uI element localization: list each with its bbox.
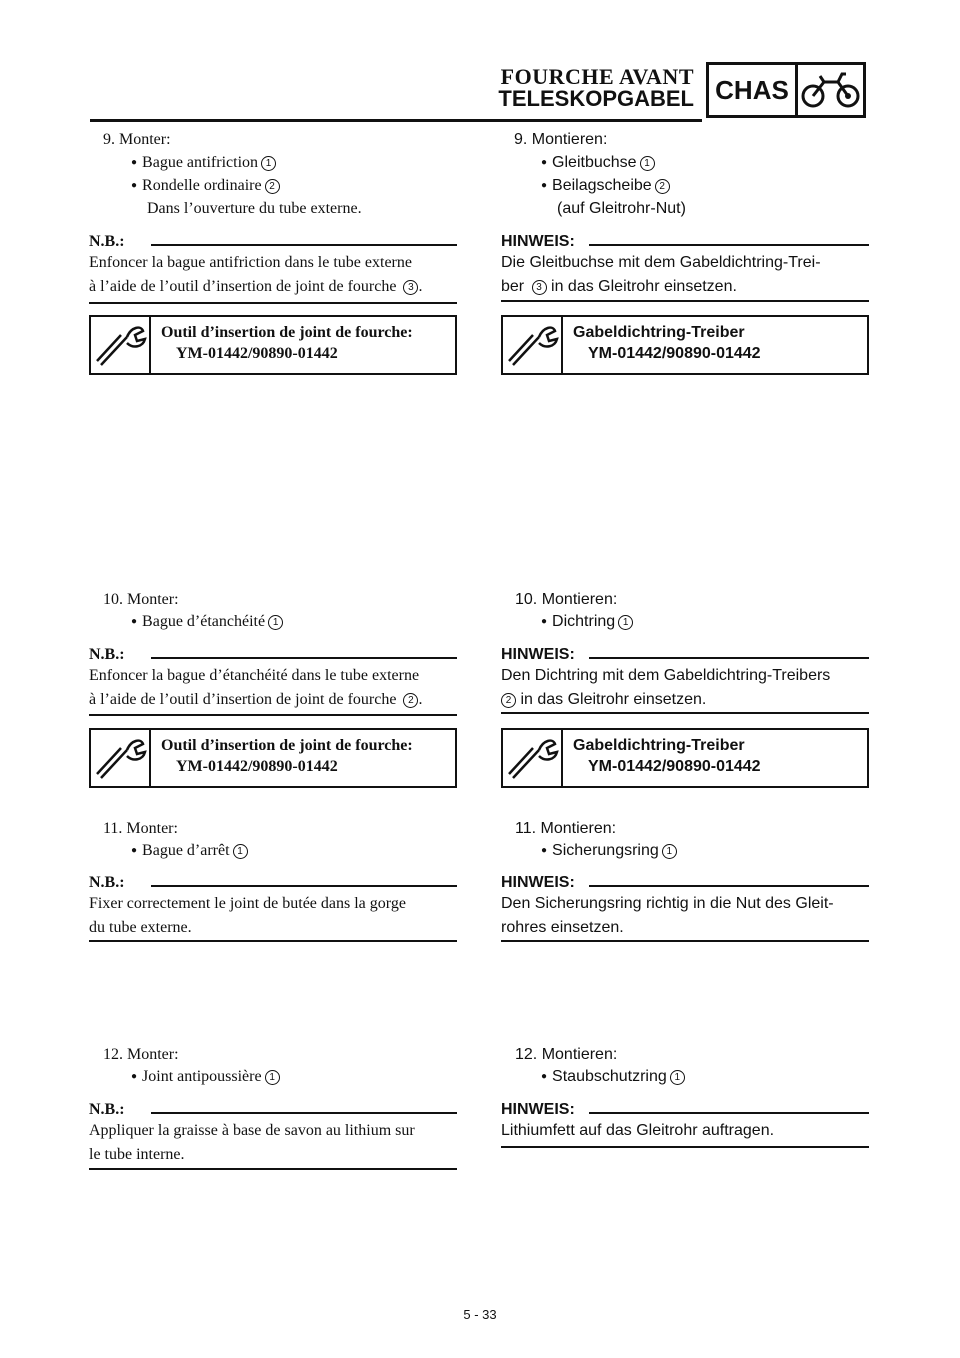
tool-code: YM-01442/90890-01442 xyxy=(176,345,338,362)
section-title-fr: FOURCHE AVANT xyxy=(500,64,694,89)
tool-box-9 xyxy=(501,315,869,375)
note-10-rule xyxy=(89,714,457,716)
tool-name: Gabeldichtring-Treiber xyxy=(573,324,745,341)
chapter-badge xyxy=(706,62,866,118)
note-12-rule xyxy=(501,1146,869,1148)
note-12-header: HINWEIS: xyxy=(501,1101,869,1121)
step-10-title: 10. Monter: xyxy=(103,591,179,608)
step-12-title: 12. Monter: xyxy=(103,1046,179,1063)
tool-name: Gabeldichtring-Treiber xyxy=(573,737,745,754)
step-9-item-2: ● Beilagscheibe 2 xyxy=(541,176,670,198)
note-10-header: N.B.: xyxy=(89,646,457,666)
section-title-de: TELESKOPGABEL xyxy=(498,86,694,111)
note-10-body: Den Dichtring mit dem Gabeldichtring-Treibers 2 in das Gleitrohr einsetzen. xyxy=(501,667,831,708)
wrench-icon xyxy=(91,317,151,373)
step-9-item-1: ● Bague antifriction 1 xyxy=(131,153,276,175)
note-11-rule xyxy=(89,940,457,942)
note-11-header: N.B.: xyxy=(89,874,457,894)
note-9-header: N.B.: xyxy=(89,233,457,253)
step-11-title: 11. Monter: xyxy=(103,820,178,837)
note-12-body: Appliquer la graisse à base de savon au lithium sur le tube interne. xyxy=(89,1122,415,1163)
note-10-rule xyxy=(501,712,869,714)
header-rule xyxy=(90,119,702,122)
page-number: 5 - 33 xyxy=(463,1307,497,1322)
note-11-body: Fixer correctement le joint de butée dans la gorge du tube externe. xyxy=(89,895,406,936)
note-12-body: Lithiumfett auf das Gleitrohr auftragen. xyxy=(501,1122,775,1139)
note-11-header: HINWEIS: xyxy=(501,874,869,894)
tool-box-10 xyxy=(501,728,869,788)
motorcycle-icon xyxy=(798,65,863,115)
step-9-item-1: ● Gleitbuchse 1 xyxy=(541,153,655,175)
tool-code: YM-01442/90890-01442 xyxy=(176,758,338,775)
note-11-rule xyxy=(501,940,869,942)
note-9-header: HINWEIS: xyxy=(501,233,869,253)
wrench-icon xyxy=(503,730,563,786)
step-11-title: 11. Montieren: xyxy=(515,820,617,837)
note-9-body: Enfoncer la bague antifriction dans le tube externe à l’aide de l’outil d’insertion de joint de fourche 3 . xyxy=(89,254,423,295)
step-10-item-1: ● Bague d’étanchéité 1 xyxy=(131,612,283,634)
step-12-title: 12. Montieren: xyxy=(515,1046,618,1063)
step-11-item-1: ● Bague d’arrêt 1 xyxy=(131,841,248,863)
note-11-body: Den Sicherungsring richtig in die Nut des Gleit- rohres einsetzen. xyxy=(501,895,834,936)
step-9-title: 9. Monter: xyxy=(103,131,171,148)
tool-box-9 xyxy=(89,315,457,375)
step-10-item-1: ● Dichtring 1 xyxy=(541,612,633,634)
note-12-header: N.B.: xyxy=(89,1101,457,1121)
step-9-title: 9. Montieren: xyxy=(514,131,608,148)
step-12-item-1: ● Staubschutzring 1 xyxy=(541,1067,685,1089)
wrench-icon xyxy=(91,730,151,786)
step-11-item-1: ● Sicherungsring 1 xyxy=(541,841,677,863)
step-9-subtext: (auf Gleitrohr-Nut) xyxy=(557,200,686,217)
note-10-header: HINWEIS: xyxy=(501,646,869,666)
step-9-item-2: ● Rondelle ordinaire 2 xyxy=(131,176,280,198)
note-10-body: Enfoncer la bague d’étanchéité dans le tube externe à l’aide de l’outil d’insertion de joint de fourche 2 . xyxy=(89,667,423,708)
note-9-body: Die Gleitbuchse mit dem Gabeldichtring-Trei- ber 3 in das Gleitrohr einsetzen. xyxy=(501,254,821,295)
tool-box-10 xyxy=(89,728,457,788)
note-9-rule xyxy=(89,302,457,304)
step-10-title: 10. Montieren: xyxy=(515,591,618,608)
wrench-icon xyxy=(503,317,563,373)
note-12-rule xyxy=(89,1168,457,1170)
tool-name: Outil d’insertion de joint de fourche: xyxy=(161,737,413,754)
tool-name: Outil d’insertion de joint de fourche: xyxy=(161,324,413,341)
step-12-item-1: ● Joint antipoussière 1 xyxy=(131,1067,280,1089)
tool-code: YM-01442/90890-01442 xyxy=(588,758,761,775)
note-9-rule xyxy=(501,300,869,302)
chapter-label: CHAS xyxy=(709,65,798,115)
step-9-subtext: Dans l’ouverture du tube externe. xyxy=(147,200,362,217)
tool-code: YM-01442/90890-01442 xyxy=(588,345,761,362)
